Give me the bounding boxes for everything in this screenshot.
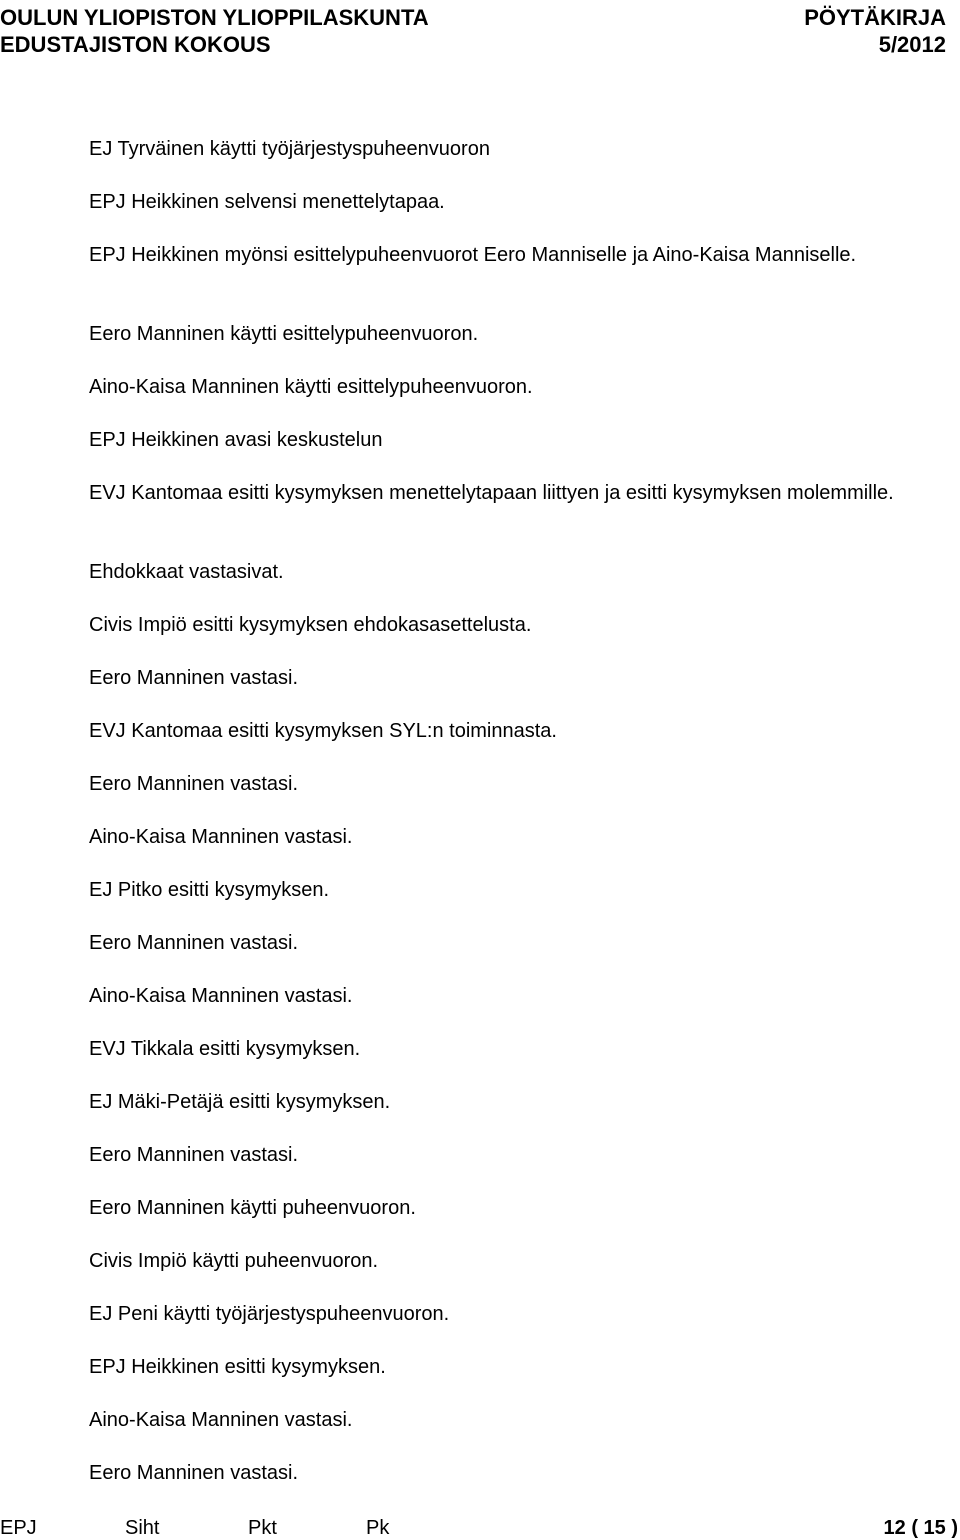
- minutes-paragraph: EPJ Heikkinen avasi keskustelun: [89, 429, 383, 451]
- minutes-paragraph: EPJ Heikkinen myönsi esittelypuheenvuorot Eero Manniselle ja Aino-Kaisa Manniselle.: [89, 244, 857, 266]
- minutes-paragraph: EVJ Kantomaa esitti kysymyksen SYL:n toiminnasta.: [89, 720, 557, 742]
- minutes-paragraph: Aino-Kaisa Manninen vastasi.: [89, 985, 353, 1007]
- minutes-paragraph: EVJ Kantomaa esitti kysymyksen menettelytapaan liittyen ja esitti kysymyksen molemmille.: [89, 482, 894, 504]
- header-row-1: [0, 4, 946, 31]
- organization-name: OULUN YLIOPISTON YLIOPPILASKUNTA: [0, 5, 429, 30]
- minutes-paragraph: Eero Manninen vastasi.: [89, 1462, 299, 1484]
- page-header: [0, 4, 946, 58]
- page-footer: [0, 1513, 960, 1538]
- minutes-paragraph: Eero Manninen vastasi.: [89, 1144, 299, 1166]
- minutes-paragraph: EPJ Heikkinen selvensi menettelytapaa.: [89, 191, 445, 213]
- minutes-paragraph: EJ Pitko esitti kysymyksen.: [89, 879, 330, 901]
- minutes-paragraph: Eero Manninen vastasi.: [89, 773, 299, 795]
- footer-epj-label: EPJ: [0, 1517, 37, 1539]
- minutes-paragraph: Civis Impiö käytti puheenvuoron.: [89, 1250, 379, 1272]
- minutes-paragraph: Eero Manninen vastasi.: [89, 932, 299, 954]
- document-type: PÖYTÄKIRJA: [804, 5, 946, 30]
- minutes-paragraph: Civis Impiö esitti kysymyksen ehdokasasettelusta.: [89, 614, 532, 636]
- footer-siht-label: Siht: [125, 1517, 160, 1539]
- minutes-paragraph: Aino-Kaisa Manninen vastasi.: [89, 1409, 353, 1431]
- minutes-paragraph: Ehdokkaat vastasivat.: [89, 561, 284, 583]
- minutes-paragraph: EVJ Tikkala esitti kysymyksen.: [89, 1038, 361, 1060]
- minutes-paragraph: Aino-Kaisa Manninen käytti esittelypuheenvuoron.: [89, 376, 533, 398]
- meeting-name: EDUSTAJISTON KOKOUS: [0, 32, 271, 57]
- minutes-paragraph: Eero Manninen vastasi.: [89, 667, 299, 689]
- page-number: 12 ( 15 ): [883, 1517, 958, 1539]
- minutes-paragraph: Aino-Kaisa Manninen vastasi.: [89, 826, 353, 848]
- minutes-paragraph: EJ Mäki-Petäjä esitti kysymyksen.: [89, 1091, 391, 1113]
- minutes-paragraph: EPJ Heikkinen esitti kysymyksen.: [89, 1356, 386, 1378]
- minutes-paragraph: Eero Manninen käytti esittelypuheenvuoron.: [89, 323, 479, 345]
- minutes-paragraph: EJ Peni käytti työjärjestyspuheenvuoron.: [89, 1303, 450, 1325]
- header-row-2: [0, 31, 946, 58]
- meeting-number: 5/2012: [878, 32, 946, 57]
- minutes-paragraph: Eero Manninen käytti puheenvuoron.: [89, 1197, 416, 1219]
- minutes-paragraph: EJ Tyrväinen käytti työjärjestyspuheenvuoron: [89, 138, 490, 160]
- footer-pkt-label: Pkt: [248, 1517, 277, 1539]
- footer-pk-label: Pk: [366, 1517, 390, 1539]
